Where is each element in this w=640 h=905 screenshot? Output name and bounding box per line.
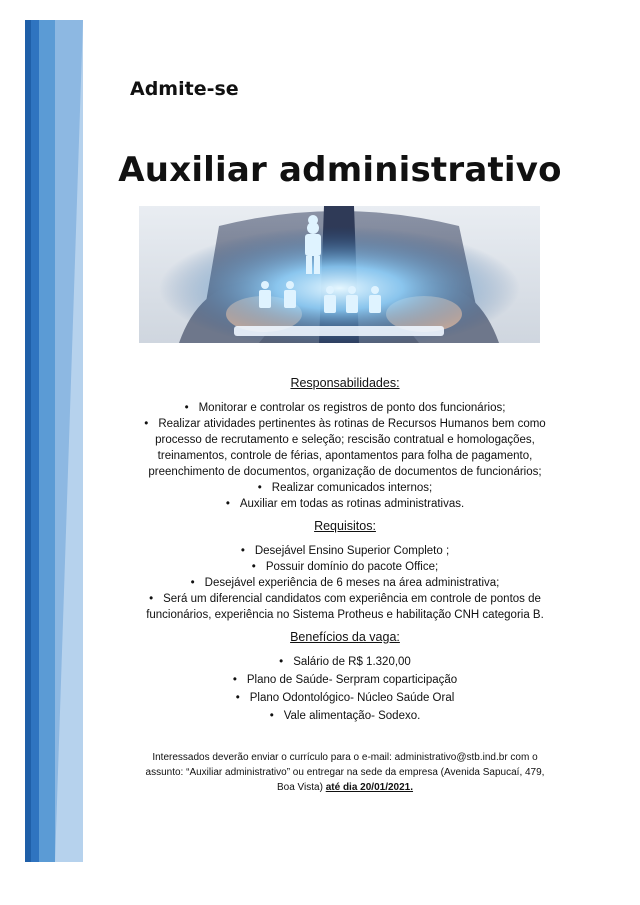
list-item: • Auxiliar em todas as rotinas administrativas. — [225, 498, 465, 510]
list-item: • Será um diferencial candidatos com experiência em controle de pontos de funcionários, experiência no Sistema Protheus e habilitação CNH categoria B. — [146, 593, 544, 621]
requirements-list — [140, 543, 550, 623]
list-item: • Monitorar e controlar os registros de ponto dos funcionários; — [184, 402, 506, 414]
job-title: Auxiliar administrativo — [118, 150, 562, 190]
job-details — [140, 375, 550, 795]
hero-image — [139, 206, 540, 343]
instructions-text: Interessados deverão enviar o currículo para o e-mail: administrativo@stb.ind.br com o assunto: “Auxiliar administrativo” ou entregar na sede da empresa (Avenida Sapucaí, 479, Boa Vista) — [145, 752, 545, 793]
list-item: • Salário de R$ 1.320,00 — [279, 656, 411, 668]
list-item: • Plano de Saúde- Serpram coparticipação — [232, 674, 458, 686]
list-item: • Realizar atividades pertinentes às rotinas de Recursos Humanos bem como processo de recrutamento e seleção; rescisão contratual e homologações, treinamentos, controle de férias, apontamentos para folha de pagamento, preenchimento de documentos, organização de documentos de funcionários; — [144, 418, 546, 478]
application-instructions — [140, 750, 550, 795]
benefits-list — [140, 654, 550, 724]
responsibilities-title: Responsabilidades: — [290, 376, 400, 390]
list-item: • Possuir domínio do pacote Office; — [251, 561, 439, 573]
page-heading: Admite-se — [130, 78, 239, 100]
responsibilities-list — [140, 400, 550, 512]
list-item: • Realizar comunicados internos; — [257, 482, 433, 494]
benefits-title: Benefícios da vaga: — [290, 630, 400, 644]
list-item: • Plano Odontológico- Núcleo Saúde Oral — [235, 692, 455, 704]
deadline: até dia 20/01/2021. — [325, 782, 414, 793]
list-item: • Vale alimentação- Sodexo. — [269, 710, 421, 722]
list-item: • Desejável Ensino Superior Completo ; — [240, 545, 450, 557]
list-item: • Desejável experiência de 6 meses na área administrativa; — [190, 577, 500, 589]
requirements-title: Requisitos: — [314, 519, 376, 533]
decorative-side-stripe — [25, 20, 83, 862]
